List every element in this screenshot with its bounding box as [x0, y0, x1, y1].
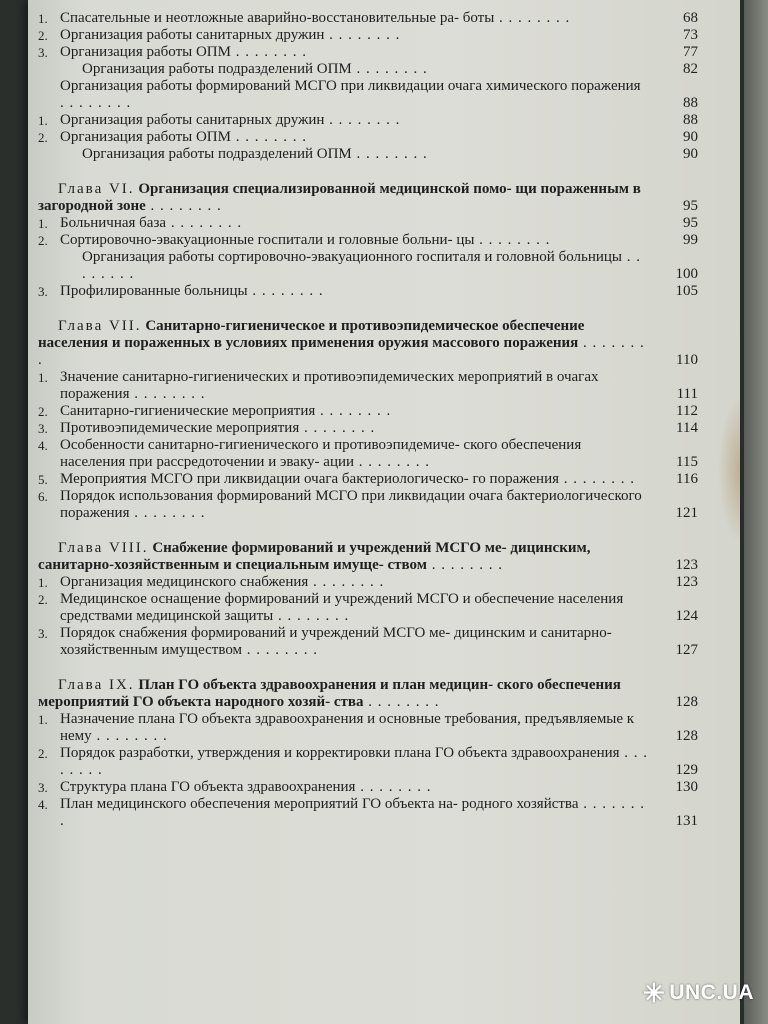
page-number: 73	[683, 27, 698, 43]
entry-title	[60, 44, 698, 61]
entry-number: 5.	[38, 472, 48, 487]
entry-title	[60, 78, 698, 112]
page-number: 116	[676, 471, 698, 487]
page-number: 95	[683, 215, 698, 231]
entry-title	[60, 420, 698, 437]
entry-number: 3.	[38, 45, 48, 60]
entry-text: Структура плана ГО объекта здравоохранения	[60, 779, 356, 795]
page-number: 121	[675, 505, 698, 521]
page-number: 131	[675, 813, 698, 829]
leader-dots: . . . . . . . .	[559, 471, 635, 487]
entry-title	[60, 471, 698, 488]
entry-number: 1.	[38, 216, 48, 231]
leader-dots: . . . . . . . .	[166, 215, 243, 231]
page-number: 112	[676, 403, 698, 419]
entry-text: Санитарно-гигиенические мероприятия	[60, 403, 316, 419]
entry-number: 1.	[38, 712, 48, 727]
leader-dots: . . . . . . . .	[60, 95, 132, 111]
entry-number: 2.	[38, 404, 48, 419]
entry-number: 3.	[38, 626, 48, 641]
toc-entry	[38, 625, 698, 659]
toc-entry	[38, 488, 698, 522]
leader-dots: . . . . . . . .	[363, 694, 440, 710]
entry-text: Медицинское оснащение формирований и учреждений МСГО и обеспечение населения средствами медицинской защиты	[60, 591, 624, 624]
leader-dots: . . . . . . . .	[60, 796, 645, 829]
toc-entry	[38, 437, 698, 471]
page-number: 90	[683, 129, 698, 145]
entry-text: Организация работы санитарных дружин	[60, 112, 325, 128]
entry-number	[38, 249, 60, 283]
entry-title	[60, 779, 698, 796]
paper-stain	[738, 290, 740, 370]
toc-entry	[38, 146, 698, 163]
entry-title	[60, 369, 698, 403]
chapter-heading	[38, 540, 698, 574]
toc-entry	[38, 403, 698, 420]
leader-dots: . . . . . . . .	[273, 608, 350, 624]
page-number: 124	[675, 608, 698, 624]
leader-dots: . . . . . . . .	[315, 403, 392, 419]
toc-entry	[38, 796, 698, 830]
entry-number: 3.	[38, 284, 48, 299]
page-number: 123	[675, 557, 698, 573]
entry-title	[60, 215, 698, 232]
entry-text: Мероприятия МСГО при ликвидации очага бактериологическо- го поражения	[60, 471, 559, 487]
entry-number: 3.	[38, 421, 48, 436]
entry-number: 6.	[38, 489, 48, 504]
leader-dots: . . . . . . . .	[230, 44, 307, 60]
toc-entry	[38, 471, 698, 488]
page-number: 111	[676, 386, 698, 402]
toc-entry	[38, 232, 698, 249]
leader-dots: . . . . . . . .	[324, 112, 401, 128]
entry-text: Значение санитарно-гигиенических и противоэпидемических мероприятий в очагах поражения	[60, 369, 599, 402]
chapter-label: Глава VIII.	[58, 540, 149, 556]
chapter-title: Санитарно-гигиеническое и противоэпидемическое обеспечение населения и пораженных в условиях применения оружия массового поражения	[38, 318, 585, 351]
page-edge	[744, 0, 768, 1024]
entry-number	[38, 146, 60, 163]
entry-number: 2.	[38, 233, 48, 248]
chapter-label: Глава IX.	[58, 677, 135, 693]
leader-dots: . . . . . . . .	[494, 10, 571, 26]
leader-dots: . . . . . . . .	[351, 146, 428, 162]
leader-dots: . . . . . . . .	[145, 198, 222, 214]
page-number: 110	[676, 352, 698, 368]
toc-entry	[38, 27, 698, 44]
entry-title	[60, 796, 698, 830]
page-number: 128	[675, 694, 698, 710]
entry-title	[60, 283, 698, 300]
entry-text: Организация работы ОПМ	[60, 44, 231, 60]
toc-entry	[38, 10, 698, 27]
entry-text: Профилированные больницы	[60, 283, 248, 299]
leader-dots: . . . . . . . .	[247, 283, 324, 299]
chapter-title: Организация специализированной медицинской помо- щи пораженным в загородной зоне	[38, 181, 641, 214]
page-number: 100	[675, 266, 698, 282]
page-number: 128	[675, 728, 698, 744]
chapter-heading	[38, 318, 698, 369]
page-number: 130	[675, 779, 698, 795]
leader-dots: . . . . . . . .	[324, 27, 401, 43]
chapter-heading	[38, 181, 698, 215]
entry-text: Организация работы ОПМ	[60, 129, 231, 145]
entry-number: 1.	[38, 113, 48, 128]
leader-dots: . . . . . . . .	[426, 557, 503, 573]
table-of-contents	[38, 10, 698, 830]
entry-text: Особенности санитарно-гигиенического и противоэпидемиче- ского обеспечения населения при рассредоточении и эваку- ации	[60, 437, 582, 470]
page-number: 115	[676, 454, 698, 470]
leader-dots: . . . . . . . .	[82, 249, 641, 282]
page-number: 82	[683, 61, 698, 77]
entry-title	[60, 403, 698, 420]
page-number: 88	[683, 95, 698, 111]
watermark	[643, 980, 754, 1006]
watermark-text: UNC.UA	[669, 981, 754, 1004]
leader-dots: . . . . . . . .	[308, 574, 385, 590]
entry-text: Порядок разработки, утверждения и корректировки плана ГО объекта здравоохранения	[60, 745, 620, 761]
chapter-label: Глава VI.	[58, 181, 135, 197]
toc-entry	[38, 249, 698, 283]
book-page	[28, 0, 740, 1024]
entry-text: Организация медицинского снабжения	[60, 574, 309, 590]
toc-chapter	[38, 318, 698, 369]
page-number: 105	[675, 283, 698, 299]
entry-text: Порядок снабжения формирований и учреждений МСГО ме- дицинским и санитарно-хозяйственным имуществом	[60, 625, 612, 658]
entry-number	[38, 78, 60, 112]
page-number: 99	[683, 232, 698, 248]
entry-title	[60, 625, 698, 659]
leader-dots: . . . . . . . .	[129, 386, 206, 402]
leader-dots: . . . . . . . .	[354, 454, 431, 470]
entry-text: Назначение плана ГО объекта здравоохранения и основные требования, предъявляемые к нему	[60, 711, 635, 744]
leader-dots: . . . . . . . .	[355, 779, 432, 795]
page-number: 95	[683, 198, 698, 214]
toc-entry	[38, 44, 698, 61]
entry-number: 1.	[38, 370, 48, 385]
leader-dots: . . . . . . . .	[299, 420, 376, 436]
entry-number: 2.	[38, 28, 48, 43]
page-number: 77	[683, 44, 698, 60]
toc-entry	[38, 420, 698, 437]
entry-number: 2.	[38, 592, 48, 607]
leader-dots: . . . . . . . .	[38, 335, 645, 368]
toc-chapter	[38, 677, 698, 711]
entry-title	[60, 574, 698, 591]
entry-title	[60, 146, 698, 163]
entry-number: 1.	[38, 575, 48, 590]
page-number: 123	[675, 574, 698, 590]
entry-title	[60, 232, 698, 249]
toc-entry	[38, 591, 698, 625]
entry-title	[60, 27, 698, 44]
entry-text: Организация работы санитарных дружин	[60, 27, 325, 43]
page-number: 68	[683, 10, 698, 26]
page-number: 88	[683, 112, 698, 128]
chapter-title: Снабжение формирований и учреждений МСГО ме- дицинским, санитарно-хозяйственным и специальным имуще- ством	[38, 540, 591, 573]
toc-entry	[38, 78, 698, 112]
leader-dots: . . . . . . . .	[230, 129, 307, 145]
page-number: 129	[675, 762, 698, 778]
toc-entry	[38, 283, 698, 300]
entry-number	[38, 61, 60, 78]
entry-text: Порядок использования формирований МСГО при ликвидации очага бактериологического поражения	[60, 488, 642, 521]
entry-text: Спасательные и неотложные аварийно-восстановительные ра- боты	[60, 10, 495, 26]
entry-text: Организация работы сортировочно-эвакуационного госпиталя и головной больницы	[82, 249, 622, 265]
entry-title	[60, 129, 698, 146]
entry-title	[60, 112, 698, 129]
entry-text: Больничная база	[60, 215, 167, 231]
entry-text: Организация работы формирований МСГО при ликвидации очага химического поражения	[60, 78, 641, 94]
entry-number: 1.	[38, 11, 48, 26]
toc-entry	[38, 779, 698, 796]
entry-title	[60, 61, 698, 78]
entry-title	[60, 437, 698, 471]
leader-dots: . . . . . . . .	[351, 61, 428, 77]
entry-number: 2.	[38, 746, 48, 761]
leader-dots: . . . . . . . .	[474, 232, 551, 248]
page-number: 114	[676, 420, 698, 436]
paper-stain	[718, 395, 740, 545]
toc-entry	[38, 745, 698, 779]
toc-entry	[38, 112, 698, 129]
toc-entry	[38, 215, 698, 232]
page-number: 127	[675, 642, 698, 658]
toc-entry	[38, 711, 698, 745]
entry-title	[60, 745, 698, 779]
entry-text: Организация работы подразделений ОПМ	[82, 61, 352, 77]
toc-chapter	[38, 540, 698, 574]
chapter-heading	[38, 677, 698, 711]
chapter-title: План ГО объекта здравоохранения и план медицин- ского обеспечения мероприятий ГО объекта народного хозяй- ства	[38, 677, 621, 710]
entry-text: План медицинского обеспечения мероприятий ГО объекта на- родного хозяйства	[60, 796, 579, 812]
entry-number: 4.	[38, 797, 48, 812]
toc-entry	[38, 61, 698, 78]
page-number: 90	[683, 146, 698, 162]
entry-text: Сортировочно-эвакуационные госпитали и головные больни- цы	[60, 232, 475, 248]
entry-text: Противоэпидемические мероприятия	[60, 420, 300, 436]
entry-title	[60, 488, 698, 522]
leader-dots: . . . . . . . .	[242, 642, 319, 658]
leader-dots: . . . . . . . .	[129, 505, 206, 521]
leader-dots: . . . . . . . .	[91, 728, 168, 744]
entry-number: 3.	[38, 780, 48, 795]
entry-title	[60, 711, 698, 745]
toc-entry	[38, 574, 698, 591]
entry-number: 2.	[38, 130, 48, 145]
entry-number: 4.	[38, 438, 48, 453]
entry-text: Организация работы подразделений ОПМ	[82, 146, 352, 162]
entry-title	[60, 249, 698, 283]
leader-dots: . . . . . . . .	[60, 745, 649, 778]
entry-title	[60, 591, 698, 625]
toc-entry	[38, 129, 698, 146]
chapter-label: Глава VII.	[58, 318, 142, 334]
snowflake-icon: ✳	[643, 978, 666, 1008]
toc-entry	[38, 369, 698, 403]
toc-chapter	[38, 181, 698, 215]
entry-title	[60, 10, 698, 27]
